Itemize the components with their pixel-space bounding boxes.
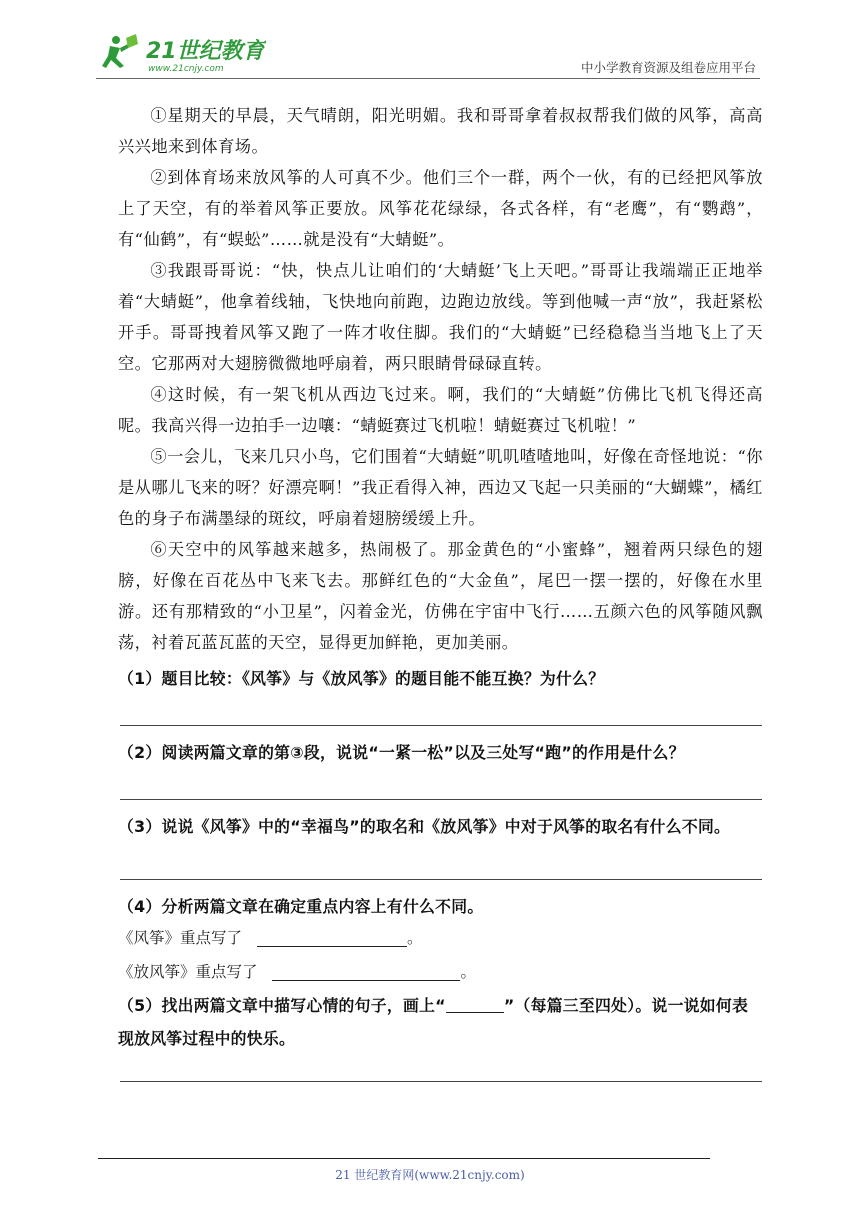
document-body [118, 100, 763, 1082]
paragraph-4: ④这时候，有一架飞机从西边飞过来。啊，我们的“大蜻蜓”仿佛比飞机飞得还高呢。我高兴得一边拍手一边嚷：“蜻蜓赛过飞机啦！蜻蜓赛过飞机啦！” [118, 385, 763, 435]
q4-fill-period-2: 。 [460, 963, 476, 981]
paragraph-2: ②到体育场来放风筝的人可真不少。他们三个一群，两个一伙，有的已经把风筝放上了天空，有的举着风筝正要放。风筝花花绿绿，各式各样，有“老鹰”，有“鹦鹉”，有“仙鹤”，有“蜈蚣”……就是没有“大蜻蜓”。 [118, 168, 763, 249]
paragraph-6: ⑥天空中的风筝越来越多，热闹极了。那金黄色的“小蜜蜂”，翘着两只绿色的翅膀，好像在百花丛中飞来飞去。那鲜红色的“大金鱼”，尾巴一摆一摆的，好像在水里游。还有那精致的“小卫星”，闪着金光，仿佛在宇宙中飞行……五颜六色的风筝随风飘荡，衬着瓦蓝瓦蓝的天空，显得更加鲜艳，更加美丽。 [118, 540, 763, 652]
header-platform-name: 中小学教育资源及组卷应用平台 [580, 60, 756, 75]
answer-line-1[interactable] [120, 725, 762, 726]
underline-mark [446, 996, 504, 1013]
running-figure-icon [102, 34, 138, 68]
footer-divider [98, 1158, 710, 1159]
question-2: （2）阅读两篇文章的第③段，说说“一紧一松”以及三处写“跑”的作用是什么？ [118, 743, 685, 762]
q4-fill-label-2: 《放风筝》重点写了 [118, 963, 258, 981]
paragraph-1: ①星期天的早晨，天气晴朗，阳光明媚。我和哥哥拿着叔叔帮我们做的风筝，高高兴兴地来到体育场。 [118, 106, 763, 156]
q5-text-part2: ”（每篇三至四处）。说一说如何表现放风筝过程中的快乐。 [118, 996, 749, 1048]
question-5 [118, 989, 763, 1055]
logo-text: 21世纪教育 [146, 39, 265, 64]
q4-fill-row-2 [118, 957, 763, 987]
answer-line-3[interactable] [120, 879, 762, 880]
question-4: （4）分析两篇文章在确定重点内容上有什么不同。 [118, 897, 484, 916]
logo-21cnjy [96, 34, 266, 74]
question-1: （1）题目比较：《风筝》与《放风筝》的题目能不能互换？为什么？ [118, 669, 605, 688]
fill-blank-2[interactable] [272, 962, 460, 981]
q4-fill-row-1 [118, 923, 763, 953]
page-header [96, 30, 760, 78]
footer-source: 21 世纪教育网(www.21cnjy.com) [335, 1168, 525, 1182]
header-divider [96, 78, 760, 79]
answer-line-2[interactable] [120, 799, 762, 800]
paragraph-3: ③我跟哥哥说：“快，快点儿让咱们的‘大蜻蜓’飞上天吧。”哥哥让我端端正正地举着“大蜻蜓”，他拿着线轴，飞快地向前跑，边跑边放线。等到他喊一声“放”，我赶紧松开手。哥哥拽着风筝又跑了一阵才收住脚。我们的“大蜻蜓”已经稳稳当当地飞上了天空。它那两对大翅膀微微地呼扇着，两只眼睛骨碌碌直转。 [118, 261, 763, 373]
q5-text-part1: （5）找出两篇文章中描写心情的句子，画上“ [118, 996, 446, 1015]
question-3: （3）说说《风筝》中的“幸福鸟”的取名和《放风筝》中对于风筝的取名有什么不同。 [118, 817, 731, 836]
paragraph-5: ⑤一会儿，飞来几只小鸟，它们围着“大蜻蜓”叽叽喳喳地叫，好像在奇怪地说：“你是从哪儿飞来的呀？好漂亮啊！”我正看得入神，西边又飞起一只美丽的“大蝴蝶”，橘红色的身子布满墨绿的斑纹，呼扇着翅膀缓缓上升。 [118, 447, 763, 528]
logo-url: www.21cnjy.com [148, 64, 224, 74]
q4-fill-label-1: 《风筝》重点写了 [118, 929, 243, 947]
fill-blank-1[interactable] [257, 928, 407, 947]
answer-line-5[interactable] [120, 1081, 762, 1082]
q4-fill-period-1: 。 [406, 929, 423, 947]
